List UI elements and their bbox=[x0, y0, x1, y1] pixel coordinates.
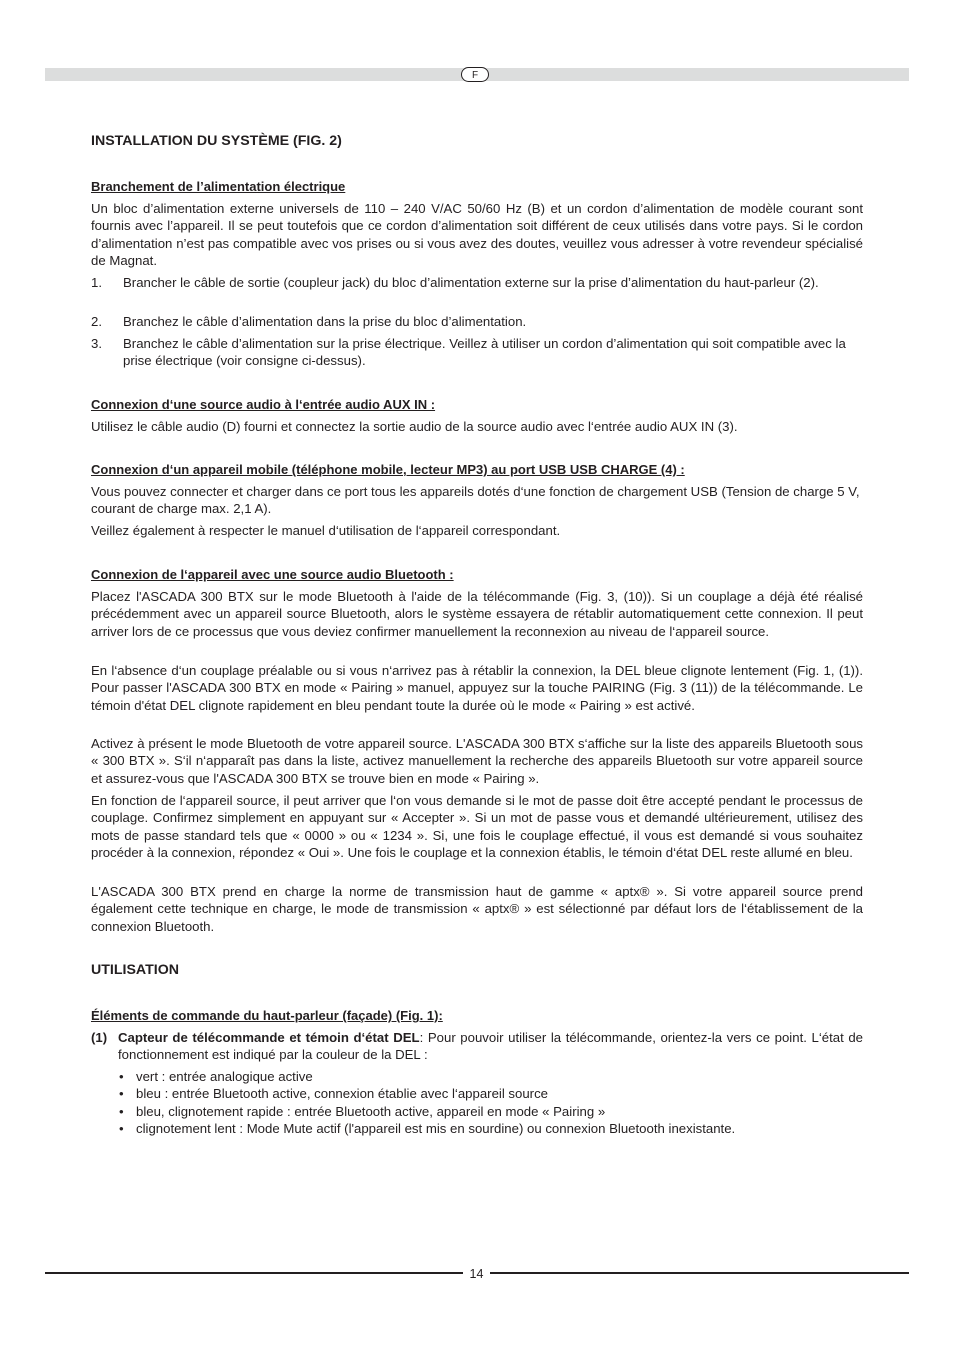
list-item: • clignotement lent : Mode Mute actif (l'appareil est mis en sourdine) ou connexion Bluetooth inexistante. bbox=[119, 1121, 736, 1137]
usb-text-2: Veillez également à respecter le manuel d‘utilisation de l‘appareil correspondant. bbox=[91, 523, 561, 538]
footer-rule-left bbox=[45, 1272, 463, 1274]
subsection-title-bluetooth: Connexion de l‘appareil avec une source audio Bluetooth : bbox=[91, 567, 454, 582]
power-step-1 bbox=[91, 274, 863, 291]
usb-text-1: Vous pouvez connecter et charger dans ce port tous les appareils dotés d‘une fonction de chargement USB (Tension de charge 5 V, courant de charge max. 2,1 A). bbox=[91, 484, 860, 517]
item-text: : Pour pouvoir utiliser la télécommande, orientez-la vers ce point. L‘état de fonctionnement est indiqué par la couleur de la DEL : bbox=[118, 1030, 864, 1063]
bluetooth-paragraph-1: Placez l'ASCADA 300 BTX sur le mode Bluetooth à l'aide de la télécommande (Fig. 3, (10)). Si un couplage a déjà été réalisé précédemment avec un appareil source Bluetooth, alors le système essayera de rétablir automatiquement cette connexion. Il peut arriver lors de ce processus que vous deviez confirmer manuellement la reconnexion au niveau de l‘appareil source. bbox=[91, 589, 863, 639]
step-text: Branchez le câble d’alimentation dans la prise du bloc d’alimentation. bbox=[123, 314, 527, 329]
control-item-1 bbox=[91, 1029, 863, 1064]
bluetooth-paragraph-5: L'ASCADA 300 BTX prend en charge la norme de transmission haut de gamme « aptx® ». Si votre appareil source prend également cette technique en charge, le mode de transmission « aptx® » est sélectionné par défaut lors de l‘établissement de la connexion Bluetooth. bbox=[91, 884, 863, 934]
bluetooth-paragraph-3: Activez à présent le mode Bluetooth de votre appareil source. L'ASCADA 300 BTX s‘affiche sur la liste des appareils Bluetooth sous « 300 BTX ». S‘il n‘apparaît pas dans la liste, activez manuellement la recherche des appareils Bluetooth sur votre appareil source et assurez-vous que l'ASCADA 300 BTX se trouve bien en mode « Pairing ». bbox=[91, 736, 863, 786]
led-status-list bbox=[91, 1068, 863, 1138]
subsection-title-power: Branchement de l’alimentation électrique bbox=[91, 179, 346, 194]
language-badge: F bbox=[461, 67, 489, 82]
item-heading: Capteur de télécommande et témoin d‘état DEL bbox=[118, 1030, 420, 1045]
power-intro: Un bloc d’alimentation externe universels de 110 – 240 V/AC 50/60 Hz (B) et un cordon d’alimentation de modèle courant sont fournis avec l’appareil. Il se peut toutefois que ce cordon d’alimentation soit différent de ceux utilisés dans votre pays. Si le cordon d’alimentation n’est pas compatible avec vos prises ou si vous avez des doutes, veuillez vous adresser à votre revendeur spécialisé de Magnat. bbox=[91, 201, 863, 269]
power-step-2 bbox=[91, 313, 863, 330]
bluetooth-paragraph-4: En fonction de l‘appareil source, il peut arriver que l‘on vous demande si le mot de passe doit être accepté pendant le processus de couplage. Confirmez simplement en appuyant sur « Accepter ». Si un mot de passe vous et demandé ultérieurement, utilisez des mots de passe standard tels que « 0000 » ou « 1234 ». Si, une fois le couplage effectué, il vous est demandé si vous souhaitez procéder à la connexion, répondez « Oui ». Une fois le couplage et la connexion établis, le témoin d‘état DEL reste allumé en bleu. bbox=[91, 793, 863, 861]
bluetooth-paragraph-2: En l‘absence d‘un couplage préalable ou si vous n‘arrivez pas à rétablir la connexion, la DEL bleue clignote lentement (Fig. 1, (1)). Pour passer l'ASCADA 300 BTX en mode « Pairing » manuel, appuyez sur la touche PAIRING (Fig. 3 (11)) de la télécommande. Le témoin d'état DEL clignote rapidement en bleu pendant toute la durée où le mode « Pairing » est activé. bbox=[91, 663, 863, 713]
section-title-installation: INSTALLATION DU SYSTÈME (FIG. 2) bbox=[91, 133, 342, 149]
footer-rule-right bbox=[490, 1272, 909, 1274]
list-item: • bleu, clignotement rapide : entrée Bluetooth active, appareil en mode « Pairing » bbox=[119, 1103, 606, 1119]
step-number: 2. bbox=[91, 314, 102, 329]
page-number: 14 bbox=[469, 1267, 484, 1281]
step-number: 1. bbox=[91, 275, 102, 290]
subsection-title-aux: Connexion d‘une source audio à l‘entrée audio AUX IN : bbox=[91, 397, 436, 412]
step-number: 3. bbox=[91, 336, 102, 351]
power-step-3 bbox=[91, 335, 863, 370]
subsection-title-controls: Éléments de commande du haut-parleur (façade) (Fig. 1): bbox=[91, 1008, 443, 1023]
subsection-title-usb: Connexion d‘un appareil mobile (téléphone mobile, lecteur MP3) au port USB USB CHARGE (4) : bbox=[91, 462, 685, 477]
list-item: • vert : entrée analogique active bbox=[119, 1069, 313, 1084]
item-number: (1) bbox=[91, 1030, 108, 1045]
section-title-usage: UTILISATION bbox=[91, 962, 180, 978]
aux-text: Utilisez le câble audio (D) fourni et connectez la sortie audio de la source audio avec l‘entrée audio AUX IN (3). bbox=[91, 419, 738, 434]
step-text: Brancher le câble de sortie (coupleur jack) du bloc d’alimentation externe sur la prise d’alimentation du haut-parleur (2). bbox=[123, 275, 819, 290]
list-item: • bleu : entrée Bluetooth active, connexion établie avec l‘appareil source bbox=[119, 1086, 549, 1102]
step-text: Branchez le câble d’alimentation sur la prise électrique. Veillez à utiliser un cordon d’alimentation qui soit compatible avec la prise électrique (voir consigne ci-dessus). bbox=[123, 336, 846, 369]
